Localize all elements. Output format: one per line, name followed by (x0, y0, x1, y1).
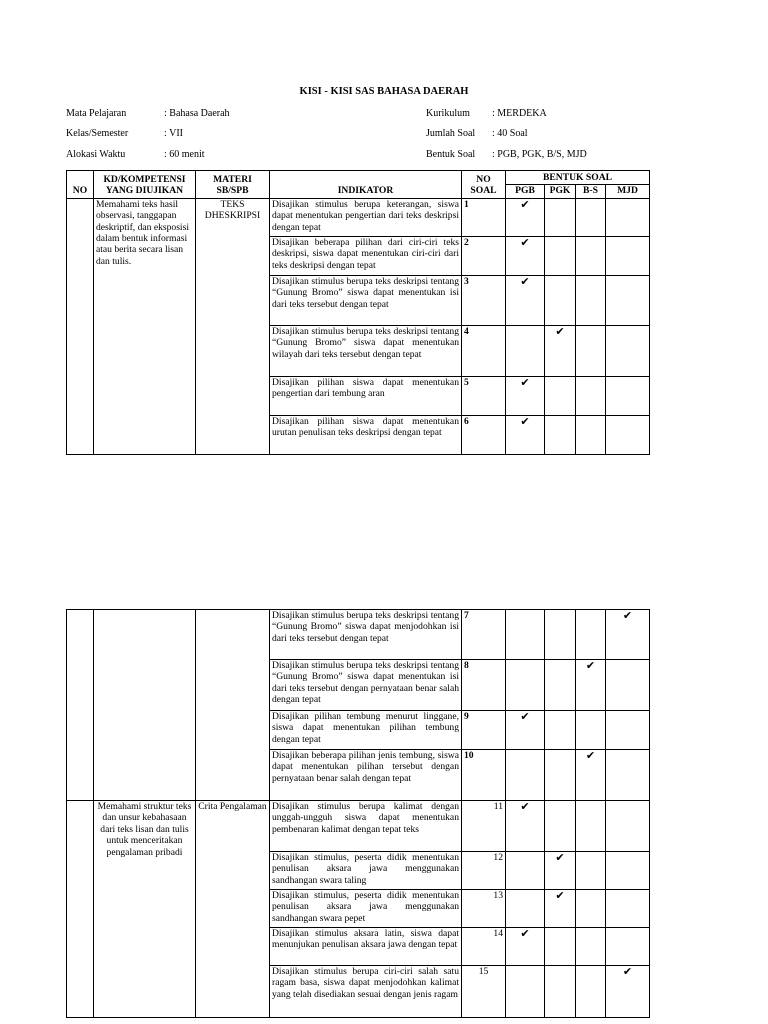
header-pgk: PGK (545, 185, 576, 198)
no-soal-cell: 8 (462, 660, 506, 711)
bs-check (576, 610, 606, 660)
header-no-soal: NO SOAL (462, 171, 506, 199)
indikator-cell: Disajikan stimulus berupa teks deskripsi tentang “Gunung Bromo” siswa dapat menentukan isi dari teks tersebut dengan pernyataan benar salah dengan tepat (270, 660, 462, 711)
bs-check (576, 852, 606, 890)
materi-cell: TEKS DHESKRIPSI (196, 198, 270, 454)
meta-label: Alokasi Waktu (66, 149, 126, 160)
meta-value: : PGB, PGK, B/S, MJD (492, 149, 587, 160)
mjd-check (606, 660, 650, 711)
pgb-check (506, 890, 545, 928)
no-soal-cell: 4 (462, 325, 506, 376)
pgk-check (545, 376, 576, 415)
no-soal-cell: 12 (462, 852, 506, 890)
pgb-check: ✔ (506, 928, 545, 966)
pgk-check (545, 750, 576, 801)
pgk-check: ✔ (545, 325, 576, 376)
mjd-check (606, 325, 650, 376)
pgk-check (545, 660, 576, 711)
mjd-check (606, 928, 650, 966)
indikator-cell: Disajikan stimulus berupa keterangan, siswa dapat menentukan pengertian dari teks deskripsi dengan tepat (270, 198, 462, 236)
indikator-cell: Disajikan beberapa pilihan dari ciri-ciri teks deskripsi, siswa dapat menentukan ciri-ciri dari teks deskripsi dengan tepat (270, 236, 462, 275)
table-row (67, 610, 650, 660)
bs-check (576, 415, 606, 454)
no-soal-cell: 14 (462, 928, 506, 966)
no-soal-cell: 13 (462, 890, 506, 928)
bs-check (576, 236, 606, 275)
pgb-check: ✔ (506, 275, 545, 325)
indikator-cell: Disajikan beberapa pilihan jenis tembung, siswa dapat menentukan pilihan tersebut dengan pernyataan benar salah dengan tepat (270, 750, 462, 801)
meta-label: Jumlah Soal (426, 128, 476, 139)
header-pgb: PGB (506, 185, 545, 198)
indikator-cell: Disajikan stimulus, peserta didik menentukan penulisan aksara jawa menggunakan sandhangan swara pepet (270, 890, 462, 928)
meta-value: : VII (164, 128, 183, 139)
meta-value: : 60 menit (164, 149, 205, 160)
kisi-table-part1 (66, 170, 650, 455)
no-soal-cell: 3 (462, 275, 506, 325)
meta-jumlah-soal (426, 128, 528, 140)
indikator-cell: Disajikan pilihan siswa dapat menentukan urutan penulisan teks deskripsi dengan tepat (270, 415, 462, 454)
bs-check (576, 275, 606, 325)
mjd-check (606, 852, 650, 890)
indikator-cell: Disajikan stimulus berupa teks deskripsi tentang “Gunung Bromo” siswa dapat menentukan isi dari teks tersebut dengan tepat (270, 275, 462, 325)
bs-check: ✔ (576, 750, 606, 801)
meta-label: Mata Pelajaran (66, 108, 127, 119)
meta-alokasi-waktu (66, 149, 205, 161)
mjd-check (606, 415, 650, 454)
pgb-check (506, 325, 545, 376)
mjd-check (606, 376, 650, 415)
no-soal-cell: 1 (462, 198, 506, 236)
pgk-check (545, 610, 576, 660)
header-bs: B-S (576, 185, 606, 198)
meta-bentuk-soal (426, 149, 587, 161)
bs-check: ✔ (576, 660, 606, 711)
mjd-check (606, 750, 650, 801)
pgb-check (506, 610, 545, 660)
kd-cell: Memahami teks hasil observasi, tanggapan deskriptif, dan eksposisi dalam bentuk informasi atau berita secara lisan dan tulis. (94, 198, 196, 454)
header-materi: MATERI SB/SPB (196, 171, 270, 199)
pgb-check (506, 750, 545, 801)
materi-cell (196, 610, 270, 801)
no-soal-cell: 2 (462, 236, 506, 275)
mjd-check (606, 801, 650, 852)
indikator-cell: Disajikan stimulus berupa ciri-ciri salah satu ragam basa, siswa dapat menjodohkan kalimat yang telah disediakan sesuai dengan jenis ragam (270, 966, 462, 1018)
indikator-cell: Disajikan stimulus berupa kalimat dengan unggah-ungguh siswa dapat menentukan pembenaran kalimat dengan tepat teks (270, 801, 462, 852)
mjd-check: ✔ (606, 966, 650, 1018)
meta-label: Kelas/Semester (66, 128, 129, 139)
bs-check (576, 890, 606, 928)
header-bentuk-soal: BENTUK SOAL (506, 171, 650, 185)
indikator-cell: Disajikan stimulus, peserta didik menentukan penulisan aksara jawa menggunakan sandhangan swara taling (270, 852, 462, 890)
pgb-check: ✔ (506, 376, 545, 415)
bs-check (576, 325, 606, 376)
pgb-check: ✔ (506, 801, 545, 852)
indikator-cell: Disajikan stimulus berupa teks deskripsi tentang “Gunung Bromo” siswa dapat menentukan wilayah dari teks tersebut dengan tepat (270, 325, 462, 376)
pgb-check: ✔ (506, 198, 545, 236)
no-soal-cell: 11 (462, 801, 506, 852)
meta-kurikulum (426, 108, 547, 120)
bs-check (576, 966, 606, 1018)
pgk-check (545, 415, 576, 454)
kisi-table-part2 (66, 609, 650, 1018)
kd-cell (94, 610, 196, 801)
mjd-check (606, 890, 650, 928)
pgk-check (545, 966, 576, 1018)
meta-value: : MERDEKA (492, 108, 547, 119)
pgk-check (545, 711, 576, 750)
bs-check (576, 376, 606, 415)
row-number-cell (67, 198, 94, 454)
pgk-check (545, 198, 576, 236)
mjd-check (606, 275, 650, 325)
no-soal-cell: 9 (462, 711, 506, 750)
no-soal-cell: 5 (462, 376, 506, 415)
header-mjd: MJD (606, 185, 650, 198)
pgb-check (506, 660, 545, 711)
table-row (67, 801, 650, 852)
no-soal-cell: 7 (462, 610, 506, 660)
pgb-check: ✔ (506, 415, 545, 454)
indikator-cell: Disajikan stimulus berupa teks deskripsi tentang “Gunung Bromo” siswa dapat menjodohkan isi dari teks tersebut dengan tepat (270, 610, 462, 660)
indikator-cell: Disajikan pilihan siswa dapat menentukan pengertian dari tembung aran (270, 376, 462, 415)
meta-label: Kurikulum (426, 108, 470, 119)
meta-value: : 40 Soal (492, 128, 528, 139)
indikator-cell: Disajikan stimulus aksara latin, siswa dapat menunjukan penulisan aksara jawa dengan tepat (270, 928, 462, 966)
mjd-check: ✔ (606, 610, 650, 660)
mjd-check (606, 711, 650, 750)
no-soal-cell: 15 (462, 966, 506, 1018)
pgk-check: ✔ (545, 890, 576, 928)
bs-check (576, 711, 606, 750)
pgb-check: ✔ (506, 236, 545, 275)
materi-cell: Crita Pengalaman (196, 801, 270, 1018)
indikator-cell: Disajikan pilihan tembung menurut linggane, siswa dapat menentukan pilihan tembung dengan tepat (270, 711, 462, 750)
mjd-check (606, 236, 650, 275)
pgk-check (545, 236, 576, 275)
bs-check (576, 801, 606, 852)
bs-check (576, 198, 606, 236)
header-kd: KD/KOMPETENSI YANG DIUJIKAN (94, 171, 196, 199)
row-number-cell (67, 801, 94, 1018)
no-soal-cell: 6 (462, 415, 506, 454)
mjd-check (606, 198, 650, 236)
meta-kelas-semester (66, 128, 183, 140)
pgb-check (506, 966, 545, 1018)
bs-check (576, 928, 606, 966)
pgk-check (545, 928, 576, 966)
pgk-check: ✔ (545, 852, 576, 890)
kd-cell: Memahami struktur teks dan unsur kebahasaan dari teks lisan dan tulis untuk menceritakan pengalaman pribadi (94, 801, 196, 1018)
pgk-check (545, 275, 576, 325)
table-row (67, 198, 650, 236)
header-no: NO (67, 171, 94, 199)
meta-label: Bentuk Soal (426, 149, 476, 160)
no-soal-cell: 10 (462, 750, 506, 801)
pgk-check (545, 801, 576, 852)
pgb-check: ✔ (506, 711, 545, 750)
meta-value: : Bahasa Daerah (164, 108, 230, 119)
row-number-cell (67, 610, 94, 801)
meta-mata-pelajaran (66, 108, 230, 120)
pgb-check (506, 852, 545, 890)
header-indikator: INDIKATOR (270, 171, 462, 199)
document-title: KISI - KISI SAS BAHASA DAERAH (299, 86, 469, 97)
